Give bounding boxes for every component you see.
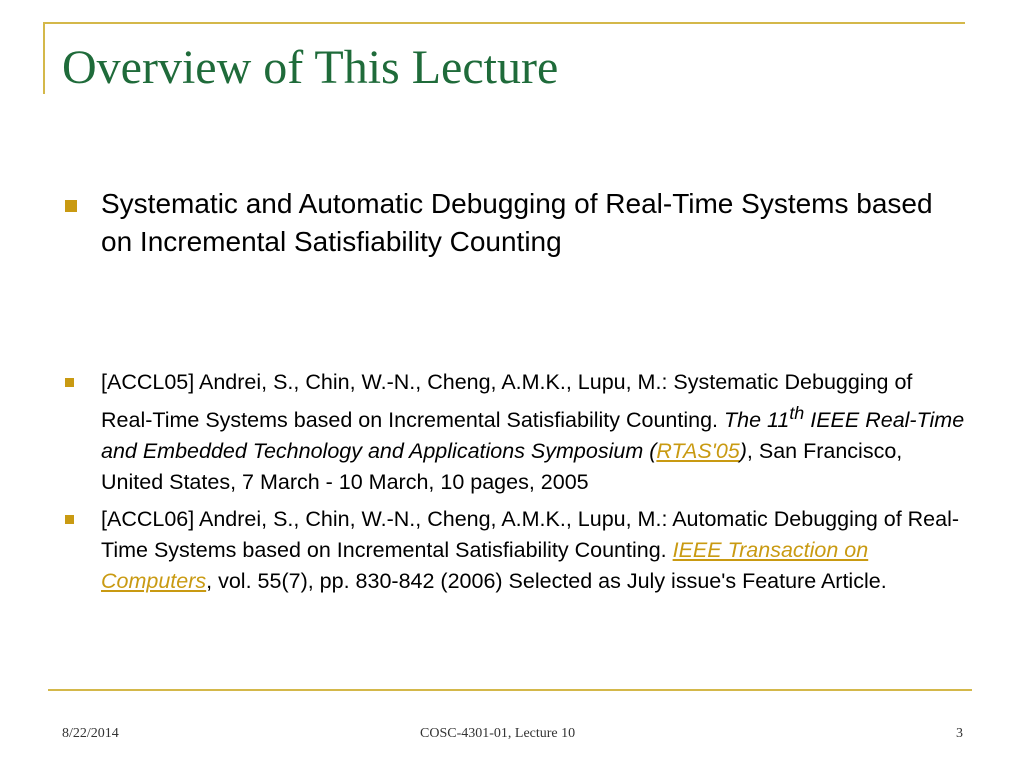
frame-left-line [43, 22, 45, 94]
square-bullet-icon [65, 515, 74, 524]
square-bullet-icon [65, 200, 77, 212]
reference-authors-title: [ACCL05] Andrei, S., Chin, W.-N., Cheng, A.M.K., Lupu, M.: Systematic Debugging of Real-Time Systems based on Incremental Satisfiability Counting. [101, 370, 913, 433]
reference-list [65, 367, 965, 603]
reference-venue: The 11th IEEE Real-Time and Embedded Technology and Applications Symposium (RTAS'05) [101, 403, 965, 464]
slide-title: Overview of This Lecture [62, 41, 559, 94]
ordinal-suffix: th [789, 403, 805, 423]
reference-details: , San Francisco, United States, 7 March - 10 March, 10 pages, 2005 [101, 439, 903, 495]
reference-item-accl05 [65, 367, 965, 498]
rtas05-link[interactable]: RTAS'05 [656, 439, 740, 464]
frame-top-line [43, 22, 965, 24]
main-bullet-text: Systematic and Automatic Debugging of Real-Time Systems based on Incremental Satisfiability Counting [101, 188, 933, 257]
reference-details: , vol. 55(7), pp. 830-842 (2006) Selected as July issue's Feature Article. [206, 569, 887, 594]
main-bullet-item [65, 185, 945, 261]
reference-text [101, 504, 965, 597]
reference-authors-title: [ACCL06] Andrei, S., Chin, W.-N., Cheng, A.M.K., Lupu, M.: Automatic Debugging of Real-Time Systems based on Incremental Satisfiability Counting. [101, 507, 960, 563]
footer-divider [48, 689, 972, 691]
footer-page-number: 3 [956, 726, 963, 741]
square-bullet-icon [65, 378, 74, 387]
footer-date: 8/22/2014 [62, 726, 119, 741]
reference-item-accl06 [65, 504, 965, 597]
footer-course: COSC-4301-01, Lecture 10 [420, 726, 576, 741]
reference-text [101, 367, 965, 498]
ieee-transactions-link[interactable]: IEEE Transaction on Computers [101, 538, 869, 594]
